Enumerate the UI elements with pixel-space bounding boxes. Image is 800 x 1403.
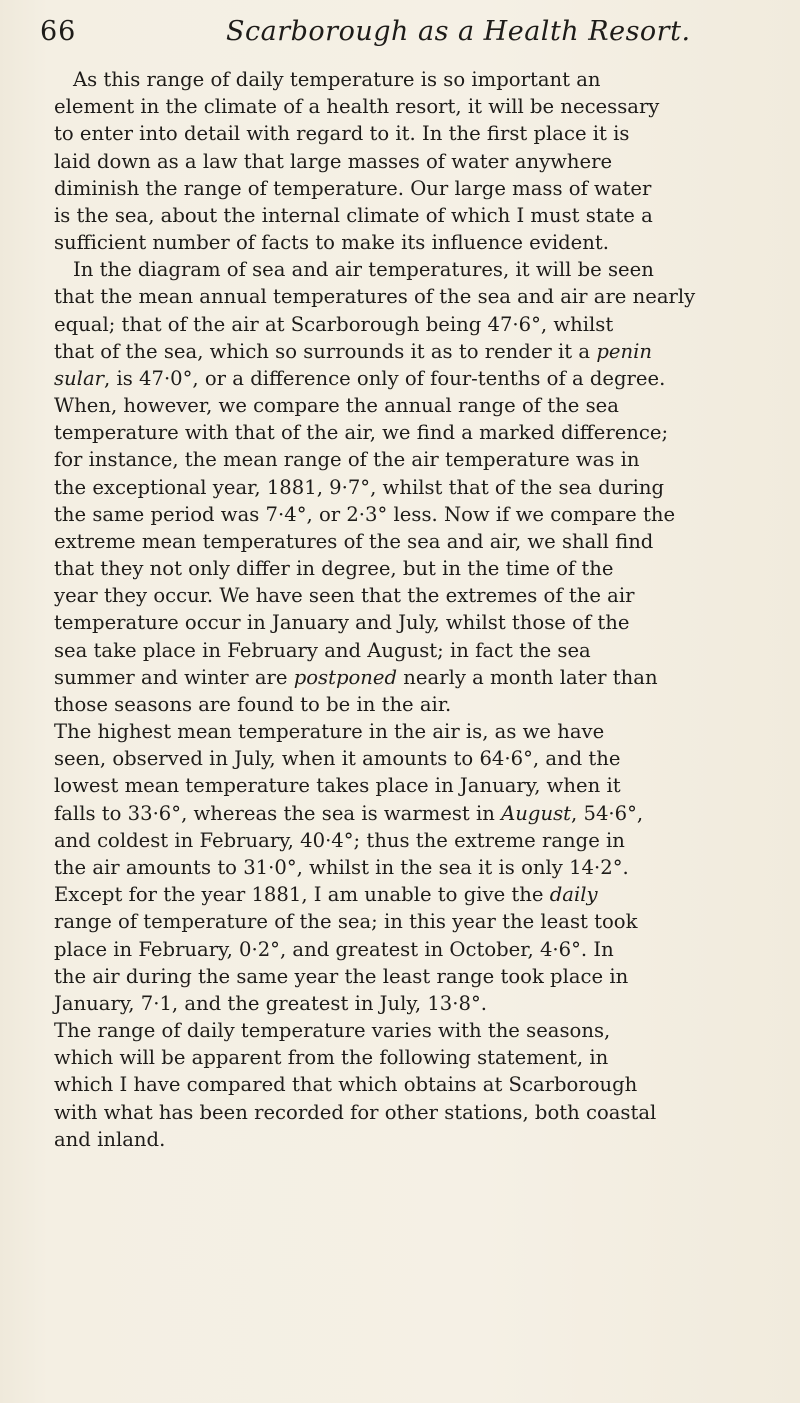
text-segment: Except for the year 1881, I am unable to give the [54,883,550,907]
text-segment: lowest mean temperature takes place in January, when it [54,774,621,798]
text-segment: , 54·6°, [571,801,644,825]
text-segment: to enter into detail with regard to it. In the first place it is [54,122,630,146]
text-segment: falls to 33·6°, whereas the sea is warmest in [54,801,502,825]
text-segment: which will be apparent from the following statement, in [54,1046,609,1070]
text-segment: nearly a month later than [397,665,658,689]
text-segment: that the mean annual temperatures of the sea and air are nearly [54,285,696,309]
text-segment: place in February, 0·2°, and greatest in October, 4·6°. In [54,937,614,961]
text-segment: for instance, the mean range of the air temperature was in [54,448,640,472]
text-line [54,256,790,283]
text-segment: the air amounts to 31·0°, whilst in the sea it is only 14·2°. [54,855,629,879]
text-segment: The range of daily temperature varies with the seasons, [54,1019,611,1043]
text-line [54,1044,790,1071]
text-line [54,1071,790,1098]
text-line [54,474,790,501]
text-segment: and inland. [54,1127,166,1151]
text-line [54,148,790,175]
italic-text: penin [596,339,652,363]
text-line [54,827,790,854]
running-head [40,12,760,52]
text-line [54,990,790,1017]
text-line [54,175,790,202]
text-line [54,691,790,718]
text-line [54,338,790,365]
text-segment: seen, observed in July, when it amounts to 64·6°, and the [54,747,621,771]
text-line [54,229,790,256]
text-segment: with what has been recorded for other stations, both coastal [54,1100,657,1124]
text-segment: that of the sea, which so surrounds it as to render it a [54,339,597,363]
text-line [54,854,790,881]
text-line [54,745,790,772]
text-line [54,555,790,582]
text-line [54,582,790,609]
text-segment: , is 47·0°, or a difference only of four-tenths of a degree. [104,366,666,390]
text-line [54,283,790,310]
body-text [54,66,790,1153]
text-line [54,419,790,446]
text-segment: element in the climate of a health resort, it will be necessary [54,95,660,119]
text-line [54,718,790,745]
text-line [54,609,790,636]
text-segment: that they not only differ in degree, but in the time of the [54,557,614,581]
text-line [54,772,790,799]
text-segment: The highest mean temperature in the air is, as we have [54,720,605,744]
text-line [54,93,790,120]
text-segment: sufficient number of facts to make its influence evident. [54,231,609,255]
text-line [54,908,790,935]
text-segment: January, 7·1, and the greatest in July, 13·8°. [54,991,487,1015]
text-line [54,528,790,555]
text-segment: those seasons are found to be in the air. [54,692,452,716]
italic-text: sular [54,366,104,390]
text-line [54,800,790,827]
text-line [54,963,790,990]
text-line [54,1017,790,1044]
text-segment: extreme mean temperatures of the sea and air, we shall find [54,529,654,553]
text-line [54,664,790,691]
text-segment: When, however, we compare the annual range of the sea [54,394,619,418]
text-line [54,202,790,229]
italic-text: August [501,801,572,825]
text-line [54,120,790,147]
text-line [54,365,790,392]
text-line [54,1126,790,1153]
text-line [54,1099,790,1126]
text-segment: the same period was 7·4°, or 2·3° less. Now if we compare the [54,502,676,526]
text-line [54,637,790,664]
text-segment: the air during the same year the least range took place in [54,964,629,988]
text-segment: equal; that of the air at Scarborough being 47·6°, whilst [54,312,614,336]
text-segment: and coldest in February, 40·4°; thus the extreme range in [54,828,625,852]
text-line [54,936,790,963]
text-line [54,311,790,338]
text-segment: the exceptional year, 1881, 9·7°, whilst that of the sea during [54,475,665,499]
text-segment: In the diagram of sea and air temperatures, it will be seen [73,258,654,282]
text-segment: which I have compared that which obtains at Scarborough [54,1073,638,1097]
text-segment: diminish the range of temperature. Our large mass of water [54,176,652,200]
text-segment: laid down as a law that large masses of water anywhere [54,149,613,173]
text-segment: is the sea, about the internal climate of which I must state a [54,203,653,227]
text-segment: sea take place in February and August; in fact the sea [54,638,591,662]
text-segment: year they occur. We have seen that the extremes of the air [54,584,635,608]
text-segment: temperature occur in January and July, whilst those of the [54,611,630,635]
text-segment: temperature with that of the air, we find a marked difference; [54,421,669,445]
page-number: 66 [40,16,77,47]
text-segment: summer and winter are [54,665,294,689]
italic-text: daily [549,883,598,907]
text-line [54,881,790,908]
text-segment: range of temperature of the sea; in this year the least took [54,910,638,934]
italic-text: postponed [293,665,398,689]
text-segment: As this range of daily temperature is so important an [73,68,601,91]
running-title: Scarborough as a Health Resort. [226,16,691,47]
text-line [54,446,790,473]
text-line [54,392,790,419]
text-line [54,66,790,93]
text-line [54,501,790,528]
